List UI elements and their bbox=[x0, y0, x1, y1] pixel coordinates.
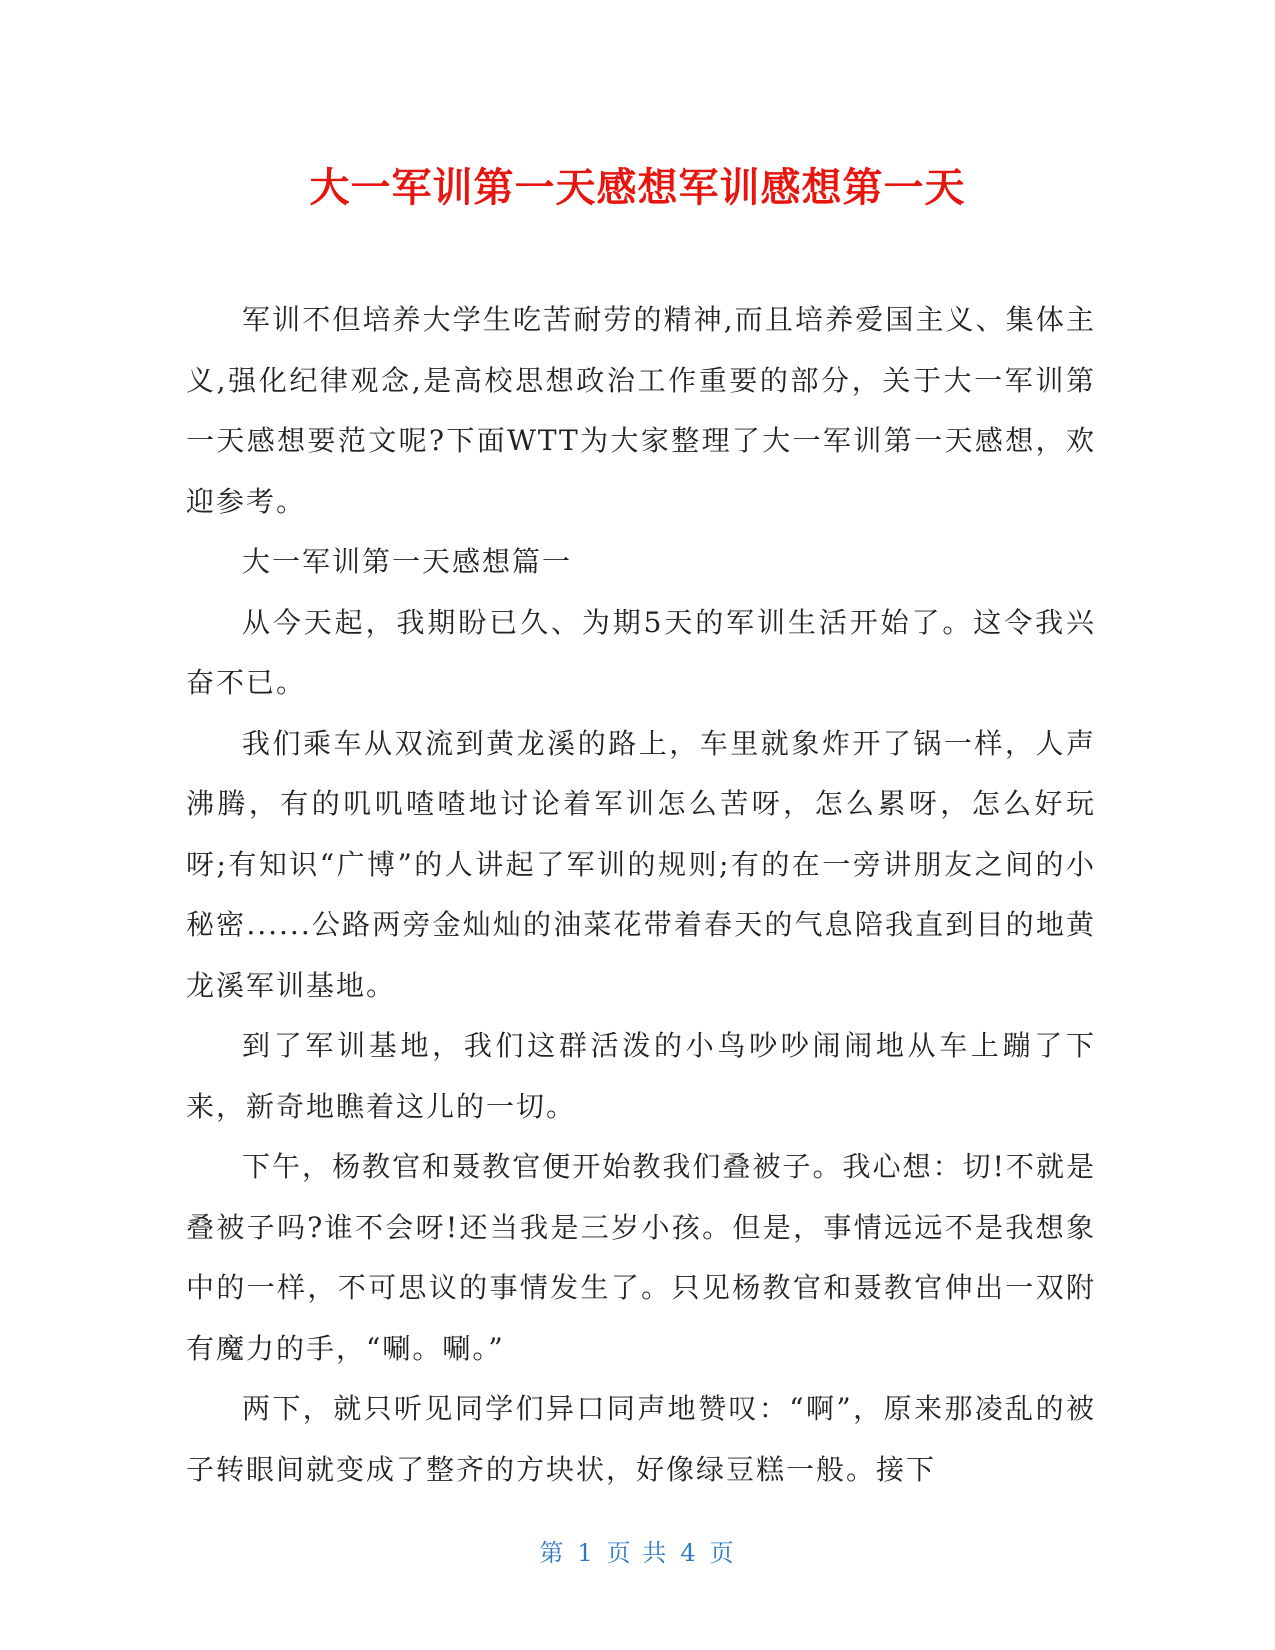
paragraph: 从今天起，我期盼已久、为期5天的军训生活开始了。这令我兴奋不已。 bbox=[186, 605, 1096, 699]
document-body bbox=[186, 290, 1096, 1500]
footer-total-pages: 4 bbox=[680, 1539, 698, 1567]
paragraph: 两下，就只听见同学们异口同声地赞叹：“啊”，原来那凌乱的被子转眼间就变成了整齐的方块状，好像绿豆糕一般。接下 bbox=[186, 1392, 1096, 1486]
footer-suffix: 页 bbox=[709, 1539, 736, 1567]
page-title: 大一军训第一天感想军训感想第一天 bbox=[309, 165, 966, 211]
section-heading: 大一军训第一天感想篇一 bbox=[242, 545, 573, 578]
paragraph: 下午，杨教官和聂教官便开始教我们叠被子。我心想：切!不就是叠被子吗?谁不会呀!还当我是三岁小孩。但是，事情远远不是我想象中的一样，不可思议的事情发生了。只见杨教官和聂教官伸出一双附有魔力的手，“唰。唰。” bbox=[186, 1150, 1096, 1365]
footer-middle: 页 共 bbox=[606, 1539, 669, 1567]
paragraph: 到了军训基地，我们这群活泼的小鸟吵吵闹闹地从车上蹦了下来，新奇地瞧着这儿的一切。 bbox=[186, 1029, 1096, 1123]
footer-current-page: 1 bbox=[577, 1539, 595, 1567]
paragraph-intro: 军训不但培养大学生吃苦耐劳的精神,而且培养爱国主义、集体主义,强化纪律观念,是高校思想政治工作重要的部分，关于大一军训第一天感想要范文呢?下面WTT为大家整理了大一军训第一天感想，欢迎参考。 bbox=[186, 303, 1096, 518]
footer-prefix: 第 bbox=[539, 1539, 566, 1567]
page-footer bbox=[0, 1537, 1275, 1569]
paragraph: 我们乘车从双流到黄龙溪的路上，车里就象炸开了锅一样，人声沸腾，有的叽叽喳喳地讨论着军训怎么苦呀，怎么累呀，怎么好玩呀;有知识“广博”的人讲起了军训的规则;有的在一旁讲朋友之间的小秘密......公路两旁金灿灿的油菜花带着春天的气息陪我直到目的地黄龙溪军训基地。 bbox=[186, 726, 1096, 1002]
